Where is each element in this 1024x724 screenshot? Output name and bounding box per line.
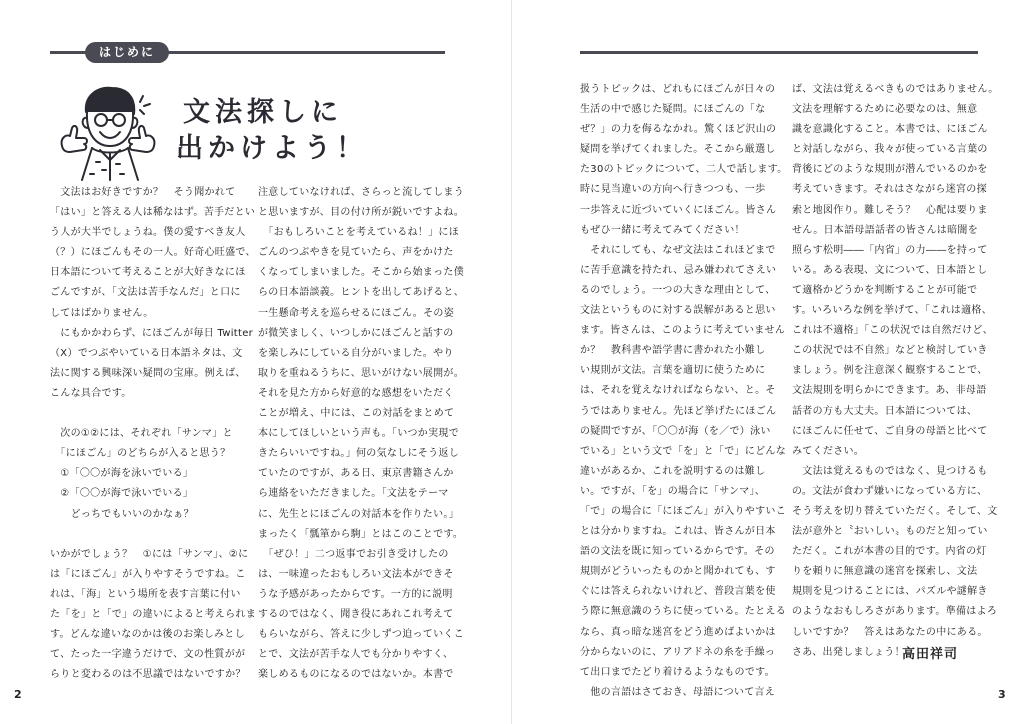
text-line: 文法規則を明らかにできます。あ、非母語 <box>792 385 987 397</box>
text-line: 注意していなければ、さらっと流してしまう <box>258 187 464 198</box>
text-line: 語の文法を既に知っているからです。その <box>580 546 775 558</box>
left-column-2 <box>258 183 464 685</box>
right-page <box>512 0 1024 724</box>
text-line: 「ぜひ！」二つ返事でお引き受けしたの <box>258 548 449 560</box>
text-line: 扱うトピックは、どれもにほごんが日々の <box>580 84 776 95</box>
text-line: 考えていきます。それはさながら迷宮の探 <box>792 184 987 196</box>
text-line: て出口までたどり着けるようなものです。 <box>580 666 775 678</box>
header-rule <box>580 51 978 54</box>
text-line: 照らす松明――「内省」の力――を持って <box>792 244 988 256</box>
text-line: 生活の中で感じた疑問。にほごんの「な <box>580 104 766 116</box>
text-line: それにしても、なぜ文法はこれほどまで <box>580 244 776 256</box>
text-line: は、一味違ったおもしろい文法本ができそ <box>258 568 454 580</box>
text-line: 日本語について考えることが大好きなにほ <box>50 267 246 279</box>
text-line: ぜ？」の力を侮るなかれ。驚くほど沢山の <box>580 124 777 136</box>
text-line: 「はい」と答える人は稀なはず。苦手だとい <box>50 207 256 219</box>
text-line: た30のトピックについて、二人で話します。 <box>580 164 788 176</box>
text-line: とは分かりますね。これは、皆さんが日本 <box>580 526 776 538</box>
text-line: は、それを覚えなければならない、と。そ <box>580 385 776 397</box>
text-line: ていたのですが、ある日、東京書籍さんか <box>258 468 454 480</box>
text-line: にほごんに任せて、ご自身の母語と比べて <box>792 425 988 437</box>
text-line: いる。ある表現、文について、日本語とし <box>792 264 988 276</box>
author-illustration <box>56 76 160 182</box>
right-column-1 <box>580 80 787 703</box>
text-line: 法が意外と〝おいしい〟ものだと知ってい <box>792 526 988 538</box>
text-line: と対話しながら、我々が使っている言葉の <box>792 144 988 156</box>
text-line: するのではなく、聞き役にあれこれ考えて <box>258 608 454 620</box>
text-line: す。どんな違いなのかは後のお楽しみとし <box>50 629 245 641</box>
text-line <box>50 404 256 424</box>
text-line: りを頼りに無意識の迷宮を探索し、文法 <box>792 566 978 578</box>
text-line: この状況では不自然」などと検討していき <box>792 345 988 357</box>
text-line: ごんですが、「文法は苦手なんだ」と口に <box>50 287 241 299</box>
text-line: もらいながら、答えに少しずつ迫っていくこ <box>258 629 464 641</box>
text-line: 他の言語はさておき、母語について言え <box>580 686 776 698</box>
section-tag: はじめに <box>85 42 169 63</box>
text-line: 疑問を挙げてくれました。そこから厳選し <box>580 144 776 156</box>
text-line: 一歩答えに近づいていくにほごん。皆さん <box>580 204 777 216</box>
text-line: るのでしょう。一つの大きな理由として、 <box>580 284 776 296</box>
text-line: なら、真っ暗な迷宮をどう進めばよいかは <box>580 626 776 638</box>
text-line: 文法は覚えるものではなく、見つけるも <box>792 465 988 477</box>
text-line: しいですか？ 答えはあなたの中にある。 <box>792 626 988 638</box>
text-line: ことが増え、中には、この対話をまとめて <box>258 408 455 420</box>
text-line: ます。皆さんは、このように考えていません <box>580 325 786 337</box>
text-line: みてください。 <box>792 445 865 457</box>
text-line: が微笑ましく、いつしかにほごんと話すの <box>258 327 454 339</box>
text-line: て適格かどうかを判断することが可能で <box>792 284 978 296</box>
title-line-2: 出かけよう！ <box>176 133 368 164</box>
text-line: ば、文法は覚えるべきものではありません。 <box>792 84 999 95</box>
text-line: 「おもしろいことを考えているね！」にほ <box>258 227 459 239</box>
text-line: に、先生とにほごんの対話本を作りたい。」 <box>258 508 459 520</box>
page-number: 3 <box>998 688 1006 701</box>
page-number: 2 <box>14 688 22 701</box>
text-line: 文法を理解するために必要なのは、無意 <box>792 104 978 116</box>
text-line: きたらいいですね。」何の気なしにそう返し <box>258 448 459 460</box>
left-column-1 <box>50 183 256 685</box>
text-line: こんな具合です。 <box>50 387 132 399</box>
text-line: 規則がどういったものかと聞かれても、す <box>580 566 776 578</box>
text-line: に苦手意識を持たれ、忌み嫌われてさえい <box>580 264 777 276</box>
text-line: ただく。これが本書の目的です。内省の灯 <box>792 546 987 558</box>
text-line: ②「〇〇が海で泳いでいる」 <box>50 488 194 500</box>
text-line: もぜひ一緒に考えてみてください！ <box>580 224 745 236</box>
text-line: らりと変わるのは不思議ではないですか？ <box>50 669 246 681</box>
text-line: 話者の方も大丈夫。日本語については、 <box>792 405 978 417</box>
text-line: 取りを重ねるうちに、思いがけない展開が。 <box>258 367 464 379</box>
text-line: （X）でつぶやいている日本語ネタは、文 <box>50 347 243 359</box>
text-line: （？）にほごんもその一人。好奇心旺盛で、 <box>50 247 256 259</box>
text-line: た「を」と「で」の違いによると考えられま <box>50 608 256 620</box>
text-line: うな予感があったからです。一方的に説明 <box>258 588 453 600</box>
text-line: い。ですが、「を」の場合に「サンマ」、 <box>580 485 766 497</box>
text-line: 時に見当違いの方向へ行きつつも、一歩 <box>580 184 766 196</box>
author-signature: 高田祥司 <box>902 647 959 662</box>
text-line: まったく「瓢箪から駒」とはこのことです。 <box>258 528 464 540</box>
text-line: 文法というものに対する誤解があると思い <box>580 305 776 317</box>
text-line: 楽しめるものになるのではないか。本書で <box>258 669 454 681</box>
text-line: いかがでしょう？ ①には「サンマ」、②に <box>50 548 249 560</box>
text-line: の疑問ですが、「〇〇が海（を／で）泳い <box>580 425 771 437</box>
text-line: す。いろいろな例を挙げて、「これは適格、 <box>792 305 992 317</box>
text-line: と思いますが、目の付け所が鋭いですよね。 <box>258 207 464 219</box>
text-line: でいる」という文で「を」と「で」にどんな <box>580 445 786 457</box>
text-line: 識を意識化すること。本書では、にほごん <box>792 124 988 136</box>
text-line: 法に関する興味深い疑問の宝庫。例えば、 <box>50 367 246 379</box>
text-line: とで、文法が苦手な人でも分かりやすく、 <box>258 649 454 661</box>
text-line: せん。日本語母語話者の皆さんは暗闇を <box>792 224 978 236</box>
text-line: のようなおもしろさがあります。準備はよろ <box>792 606 998 618</box>
text-line: れは、「海」という場所を表す言葉に付い <box>50 588 241 600</box>
text-line: い規則が文法。言葉を適切に使うために <box>580 365 766 377</box>
text-line: ①「〇〇が海を泳いでいる」 <box>50 468 194 480</box>
text-line: 背後にどのような規則が潜んでいるのかを <box>792 164 988 176</box>
text-line: どっちでもいいのかなぁ？ <box>50 508 194 520</box>
text-line: くなってしまいました。そこから始まった僕 <box>258 267 464 279</box>
text-line: 規則を見つけることには、パズルや謎解き <box>792 586 988 598</box>
text-line: て、たった一字違うだけで、文の性質がが <box>50 649 246 661</box>
text-line: は「にほごん」が入りやすそうですね。こ <box>50 568 246 580</box>
text-line: ごんのつぶやきを見ていたら、声をかけた <box>258 247 454 259</box>
text-line: 「にほごん」のどちらが入ると思う？ <box>50 448 231 460</box>
text-line <box>50 525 256 545</box>
text-line: か？ 教科書や語学書に書かれた小難し <box>580 345 766 357</box>
text-line: そう考えを切り替えていただく。そして、文 <box>792 505 998 517</box>
text-line: う人が大半でしょうね。僕の愛すべき友人 <box>50 227 246 239</box>
text-line: 一生懸命考えを巡らせるにほごん。その姿 <box>258 307 454 319</box>
text-line: ぐには答えられないけれど、普段言葉を使 <box>580 586 776 598</box>
text-line: これは不適格」「この状況では自然だけど、 <box>792 325 993 337</box>
text-line: ら連絡をいただきました。「文法をテーマ <box>258 488 449 500</box>
text-line: 本にしてほしいという声も。「いつか実現で <box>258 428 459 440</box>
text-line: さあ、出発しましょう！ <box>792 646 905 658</box>
text-line: う際に無意識のうちに使っている。たとえる <box>580 606 786 618</box>
text-line: 違いがあるか、これを説明するのは難し <box>580 465 766 477</box>
text-line: にもかかわらず、にほごんが毎日 Twitter <box>50 327 254 339</box>
text-line: 「で」の場合に「にほごん」が入りやすいこ <box>580 505 786 517</box>
right-column-2 <box>792 80 999 663</box>
text-line: してはばかりません。 <box>50 307 154 319</box>
text-line: うではありません。先ほど挙げたにほごん <box>580 405 777 417</box>
text-line: それを見た方から好意的な感想をいただく <box>258 387 454 399</box>
text-line: 分からないのに、アリアドネの糸を手繰っ <box>580 646 776 658</box>
text-line: の。文法が食わず嫌いになっている方に、 <box>792 485 988 497</box>
text-line: らの日本語談義。ヒントを出してあげると、 <box>258 287 464 299</box>
title-line-1: 文法探しに <box>183 97 343 128</box>
text-line: 文法はお好きですか？ そう聞かれて <box>50 187 236 198</box>
text-line: 索と地図作り。難しそう？ 心配は要りま <box>792 204 988 216</box>
text-line: 次の①②には、それぞれ「サンマ」と <box>50 428 233 440</box>
text-line: を楽しみにしている自分がいました。やり <box>258 347 454 359</box>
text-line: ましょう。例を注意深く観察することで、 <box>792 365 988 377</box>
